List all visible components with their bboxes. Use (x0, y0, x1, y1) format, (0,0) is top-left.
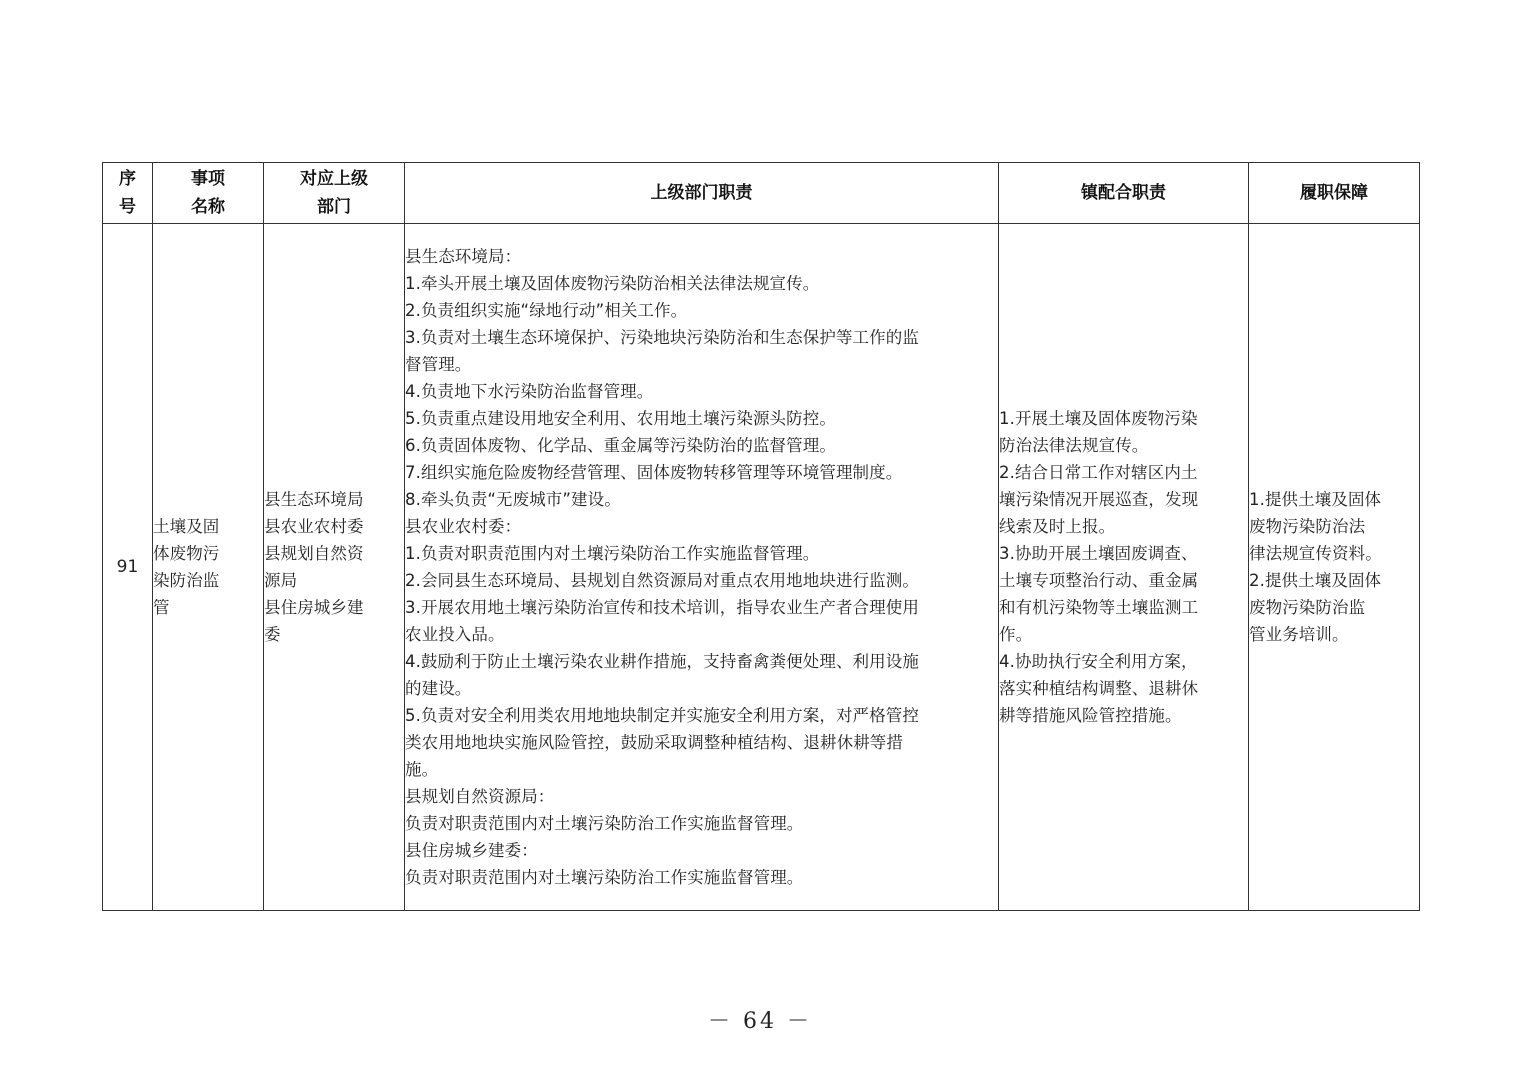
table-row (103, 224, 1420, 911)
cell-superior-duties: 县生态环境局： 1.牵头开展土壤及固体废物污染防治相关法律法规宣传。 2.负责组织实施“绿地行动”相关工作。 3.负责对土壤生态环境保护、污染地块污染防治和生态保护等工作的监 督管理。 4.负责地下水污染防治监督管理。 5.负责重点建设用地安全利用、农用地土壤污染源头防控。 6.负责固体废物、化学品、重金属等污染防治的监督管理。 7.组织实施危险废物经营管理、固体废物转移管理等环境管理制度。 8.牵头负责“无废城市”建设。 县农业农村委： 1.负责对职责范围内对土壤污染防治工作实施监督管理。 2.会同县生态环境局、县规划自然资源局对重点农用地地块进行监测。 3.开展农用地土壤污染防治宣传和技术培训，指导农业生产者合理使用 农业投入品。 4.鼓励利于防止土壤污染农业耕作措施，支持畜禽粪便处理、利用设施 的建设。 5.负责对安全利用类农用地地块制定并实施安全利用方案，对严格管控 类农用地地块实施风险管控，鼓励采取调整种植结构、退耕休耕等措 施。 县规划自然资源局： 负责对职责范围内对土壤污染防治工作实施监督管理。 县住房城乡建委： 负责对职责范围内对土壤污染防治工作实施监督管理。 (405, 224, 999, 911)
header-superior-duties: 上级部门职责 (405, 163, 999, 224)
table-header-row (103, 163, 1420, 224)
cell-guarantee: 1.提供土壤及固体 废物污染防治法 律法规宣传资料。 2.提供土壤及固体 废物污染防治监 管业务培训。 (1249, 224, 1420, 911)
header-item-name: 事项 名称 (153, 163, 264, 224)
header-seq: 序 号 (103, 163, 153, 224)
page-number: － 64 － (708, 1009, 812, 1034)
cell-seq: 91 (103, 224, 153, 911)
header-town-duties: 镇配合职责 (999, 163, 1249, 224)
header-superior-dept: 对应上级 部门 (264, 163, 405, 224)
cell-town-duties: 1.开展土壤及固体废物污染 防治法律法规宣传。 2.结合日常工作对辖区内土 壤污染情况开展巡查，发现 线索及时上报。 3.协助开展土壤固废调查、 土壤专项整治行动、重金属 和有机污染物等土壤监测工 作。 4.协助执行安全利用方案， 落实种植结构调整、退耕休 耕等措施风险管控措施。 (999, 224, 1249, 911)
header-guarantee: 履职保障 (1249, 163, 1420, 224)
cell-item-name: 土壤及固 体废物污 染防治监 管 (153, 224, 264, 911)
responsibility-table (102, 162, 1420, 911)
cell-superior-dept: 县生态环境局 县农业农村委 县规划自然资 源局 县住房城乡建 委 (264, 224, 405, 911)
